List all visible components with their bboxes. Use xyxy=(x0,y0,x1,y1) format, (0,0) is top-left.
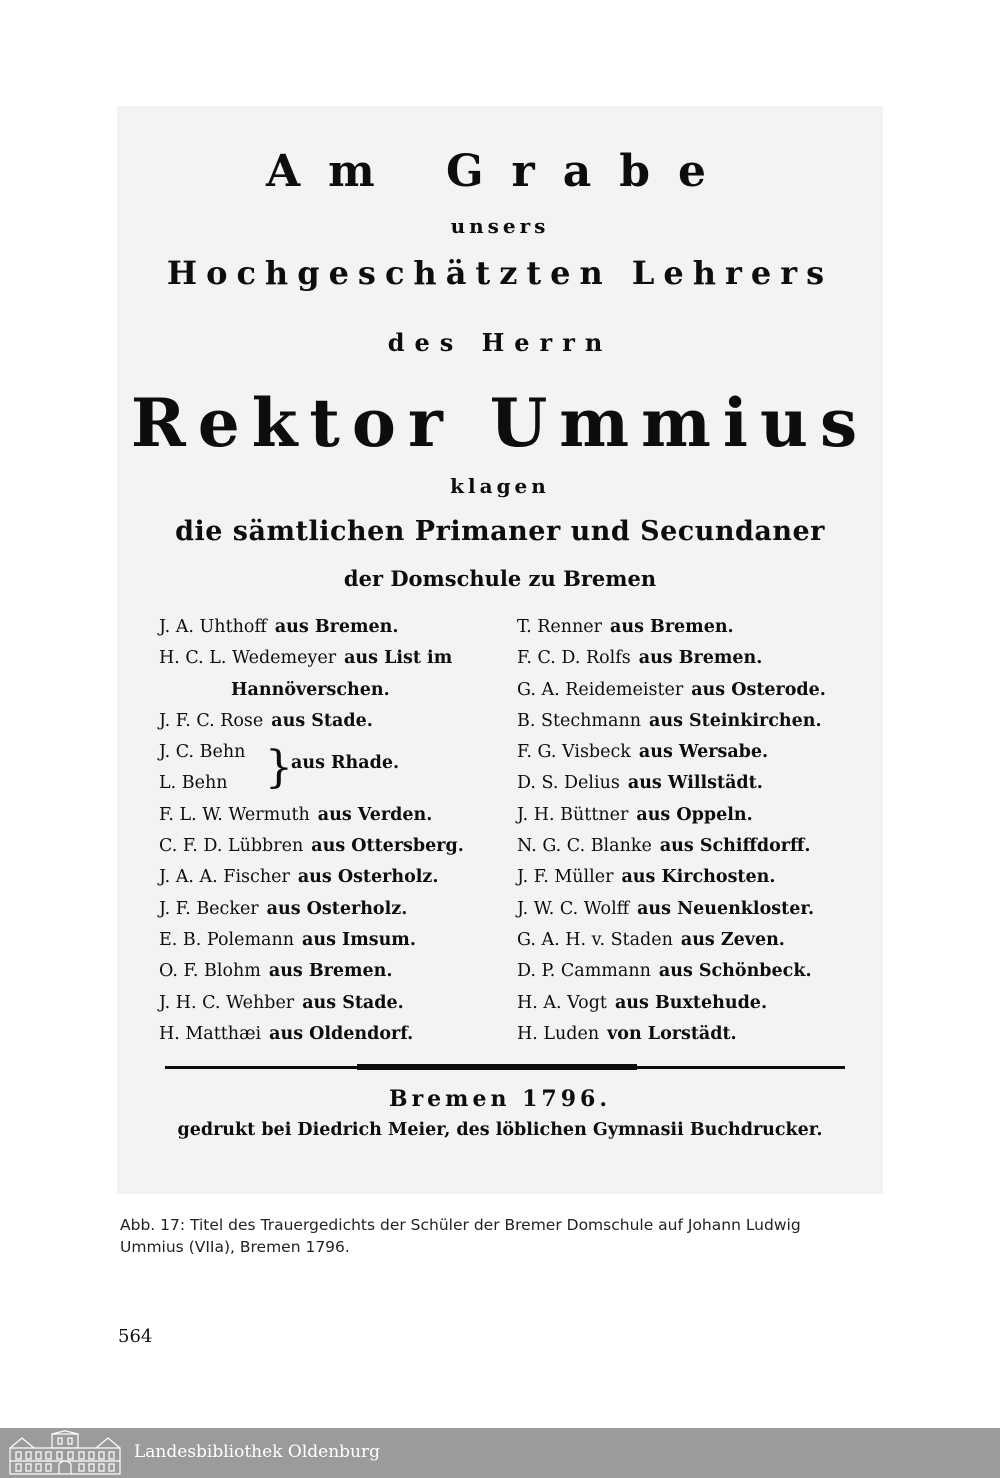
list-item: O. F. Blohm aus Bremen. xyxy=(159,961,393,982)
heading-unsers: unsers xyxy=(450,214,550,238)
caption-line: Ummius (VIIa), Bremen 1796. xyxy=(120,1238,350,1256)
heading-rektor-ummius: Rektor Ummius xyxy=(130,384,870,462)
list-item: T. Renner aus Bremen. xyxy=(517,617,734,637)
list-item: J. F. Müller aus Kirchosten. xyxy=(517,867,776,888)
list-item: B. Stechmann aus Steinkirchen. xyxy=(517,710,822,731)
heading-des-herrn: des Herrn xyxy=(387,328,613,357)
title-page-print xyxy=(117,106,883,1194)
list-item: H. C. L. Wedemeyer aus List im xyxy=(159,648,453,669)
list-item: G. A. Reidemeister aus Osterode. xyxy=(517,679,826,700)
list-item: D. P. Cammann aus Schönbeck. xyxy=(517,961,812,982)
scanned-title-page xyxy=(117,106,883,1194)
list-item: H. Luden von Lorstädt. xyxy=(517,1023,737,1044)
imprint-printer: gedrukt bei Diedrich Meier, des löblichen Gymnasii Buchdrucker. xyxy=(177,1120,823,1140)
heading-am-grabe: Am Grabe xyxy=(265,146,735,197)
divider-rule-ornament xyxy=(357,1064,637,1070)
brace-symbol: } xyxy=(265,742,293,794)
list-item: J. A. Uhthoff aus Bremen. xyxy=(159,617,399,637)
heading-lehrers: Hochgeschätzten Lehrers xyxy=(166,254,834,292)
list-item: C. F. D. Lübbren aus Ottersberg. xyxy=(159,836,464,857)
list-item: J. H. C. Wehber aus Stade. xyxy=(159,992,404,1013)
list-item: N. G. C. Blanke aus Schiffdorff. xyxy=(517,836,811,857)
heading-klagen: klagen xyxy=(450,474,550,498)
footer-bar xyxy=(0,1428,1000,1478)
caption-line: Abb. 17: Titel des Trauergedichts der Schüler der Bremer Domschule auf Johann Ludwig xyxy=(120,1216,801,1234)
figure-caption xyxy=(120,1214,890,1258)
list-item: Hannöverschen. xyxy=(231,679,390,700)
list-item: F. G. Visbeck aus Wersabe. xyxy=(517,742,769,763)
list-item: J. C. Behn xyxy=(159,742,246,763)
page-number: 564 xyxy=(118,1326,153,1347)
list-item: D. S. Delius aus Willstädt. xyxy=(517,773,763,794)
brace-place: aus Rhade. xyxy=(291,753,400,774)
heading-school: der Domschule zu Bremen xyxy=(343,566,657,591)
library-name[interactable]: Landesbibliothek Oldenburg xyxy=(134,1442,381,1462)
list-item: L. Behn xyxy=(159,773,228,794)
list-item: J. H. Büttner aus Oppeln. xyxy=(517,804,753,825)
right-name-list xyxy=(517,612,862,1050)
imprint-city-year: Bremen 1796. xyxy=(388,1086,611,1112)
list-item: E. B. Polemann aus Imsum. xyxy=(159,929,416,950)
left-name-list xyxy=(159,612,504,1050)
brace-group xyxy=(159,737,504,800)
list-item: G. A. H. v. Staden aus Zeven. xyxy=(517,929,785,950)
heading-students: die sämtlichen Primaner und Secundaner xyxy=(175,516,825,547)
list-item: H. A. Vogt aus Buxtehude. xyxy=(517,992,768,1013)
list-item: F. L. W. Wermuth aus Verden. xyxy=(159,804,433,825)
list-item: J. W. C. Wolff aus Neuenkloster. xyxy=(517,898,815,919)
list-item: J. F. C. Rose aus Stade. xyxy=(159,710,373,731)
list-item: J. F. Becker aus Osterholz. xyxy=(159,898,408,919)
library-building-icon xyxy=(6,1430,124,1476)
list-item: H. Matthæi aus Oldendorf. xyxy=(159,1023,414,1044)
list-item: J. A. A. Fischer aus Osterholz. xyxy=(159,867,439,888)
list-item: F. C. D. Rolfs aus Bremen. xyxy=(517,648,763,669)
